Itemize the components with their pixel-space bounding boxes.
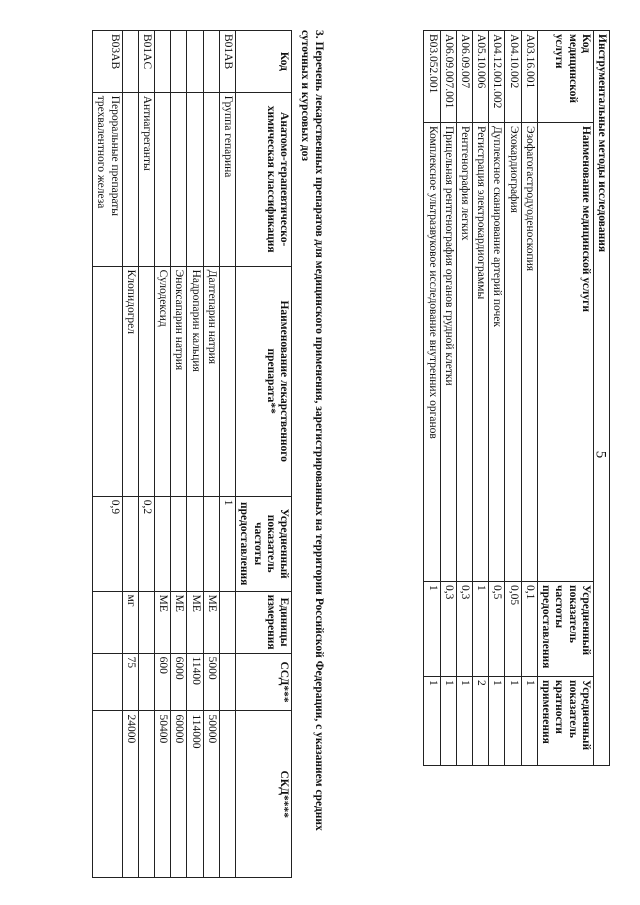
- header-skd: СКД****: [236, 711, 292, 878]
- cell-drug-name: Сулодексид: [155, 266, 171, 496]
- cell-drug-name: Надропарин кальция: [187, 266, 203, 496]
- cell-frequency: 0,2: [138, 496, 154, 591]
- instrumental-methods-table: [423, 30, 610, 766]
- header-frequency: Усредненный показатель частоты предоставления: [236, 496, 292, 591]
- cell-multiplicity: 1: [440, 677, 456, 766]
- header-multiplicity: Усредненный показатель кратности применения: [537, 677, 593, 766]
- cell-code: A06.09.007.001: [440, 31, 456, 123]
- cell-code: A04.12.001.002: [489, 31, 505, 123]
- cell-drug-name: Далтепарин натрия: [203, 266, 219, 496]
- table-row: [122, 31, 138, 878]
- cell-skd: 50000: [203, 711, 219, 878]
- cell-name: Рентгенография легких: [456, 122, 472, 581]
- cell-frequency: 0,05: [505, 582, 521, 677]
- cell-skd: 50400: [155, 711, 171, 878]
- table-row: [219, 31, 235, 878]
- cell-name: Эзофагогастродуоденоскопия: [521, 122, 537, 581]
- cell-skd: 24000: [122, 711, 138, 878]
- cell-code: B01AC: [138, 31, 154, 93]
- rotated-page-content: [30, 30, 610, 880]
- header-service-name: Наименование медицинской услуги: [537, 122, 593, 581]
- cell-code: A06.09.007: [456, 31, 472, 123]
- cell-multiplicity: 1: [456, 677, 472, 766]
- cell-name: Дуплексное сканирование артерий почек: [489, 122, 505, 581]
- cell-frequency: 1: [219, 496, 235, 591]
- table-row: [505, 31, 521, 766]
- cell-ssd: 6000: [171, 653, 187, 711]
- cell-frequency: 1: [473, 582, 489, 677]
- table-row: [155, 31, 171, 878]
- drugs-table: [92, 30, 292, 878]
- page-number: 5: [592, 450, 609, 459]
- table-row: [171, 31, 187, 878]
- cell-code: A04.10.002: [505, 31, 521, 123]
- cell-multiplicity: 1: [424, 677, 440, 766]
- cell-code: A03.16.001: [521, 31, 537, 123]
- cell-code: B03AB: [93, 31, 122, 93]
- cell-code: A05.10.006: [473, 31, 489, 123]
- cell-code: B01AB: [219, 31, 235, 93]
- header-code: Код медицинской услуги: [537, 31, 593, 123]
- header-ssd: ССД***: [236, 653, 292, 711]
- cell-skd: 114000: [187, 711, 203, 878]
- cell-multiplicity: 1: [505, 677, 521, 766]
- table-row: [440, 31, 456, 766]
- cell-drug-name: Клопидогрел: [122, 266, 138, 496]
- header-drug-name: Наименование лекарственного препарата**: [236, 266, 292, 496]
- table-row: [489, 31, 505, 766]
- table-row: [93, 31, 122, 878]
- cell-frequency: 0,1: [521, 582, 537, 677]
- cell-frequency: 1: [424, 582, 440, 677]
- cell-multiplicity: 1: [489, 677, 505, 766]
- cell-name: Эхокардиография: [505, 122, 521, 581]
- cell-frequency: 0,9: [93, 496, 122, 591]
- cell-frequency: 0,5: [489, 582, 505, 677]
- cell-name: Комплексное ультразвуковое исследование внутренних органов: [424, 122, 440, 581]
- table-row: [473, 31, 489, 766]
- cell-atc: Группа гепарина: [219, 92, 235, 266]
- header-atc: Анатомо-терапевтическо-химическая классификация: [236, 92, 292, 266]
- cell-atc: Антиагреганты: [138, 92, 154, 266]
- cell-unit: МЕ: [187, 591, 203, 653]
- header-frequency: Усредненный показатель частоты предоставления: [537, 582, 593, 677]
- header-code: Код: [236, 31, 292, 93]
- cell-skd: 60000: [171, 711, 187, 878]
- cell-code: B03.052.001: [424, 31, 440, 123]
- cell-multiplicity: 1: [521, 677, 537, 766]
- cell-ssd: 11400: [187, 653, 203, 711]
- cell-name: Прицельная рентгенография органов грудной клетки: [440, 122, 456, 581]
- cell-unit: МЕ: [171, 591, 187, 653]
- cell-frequency: 0,3: [440, 582, 456, 677]
- cell-frequency: 0,3: [456, 582, 472, 677]
- table-row: [203, 31, 219, 878]
- table-row: [424, 31, 440, 766]
- table-row: [521, 31, 537, 766]
- cell-multiplicity: 2: [473, 677, 489, 766]
- cell-ssd: 600: [155, 653, 171, 711]
- cell-unit: МЕ: [203, 591, 219, 653]
- cell-drug-name: Эноксапарин натрия: [171, 266, 187, 496]
- table-row: [456, 31, 472, 766]
- section-title: Инструментальные методы исследования: [593, 31, 609, 766]
- drugs-section-heading: 3. Перечень лекарственных препаратов для медицинского применения, зарегистрированных на территории Российской Федерации, с указанием средних суточных и курсовых доз: [299, 30, 325, 831]
- table-row: [187, 31, 203, 878]
- cell-unit: мг: [122, 591, 138, 653]
- cell-name: Регистрация электрокардиограммы: [473, 122, 489, 581]
- cell-atc: Пероральные препараты трехвалентного железа: [93, 92, 122, 266]
- cell-ssd: 5000: [203, 653, 219, 711]
- cell-unit: МЕ: [155, 591, 171, 653]
- table-row: [138, 31, 154, 878]
- cell-ssd: 75: [122, 653, 138, 711]
- header-unit: Единицы измерения: [236, 591, 292, 653]
